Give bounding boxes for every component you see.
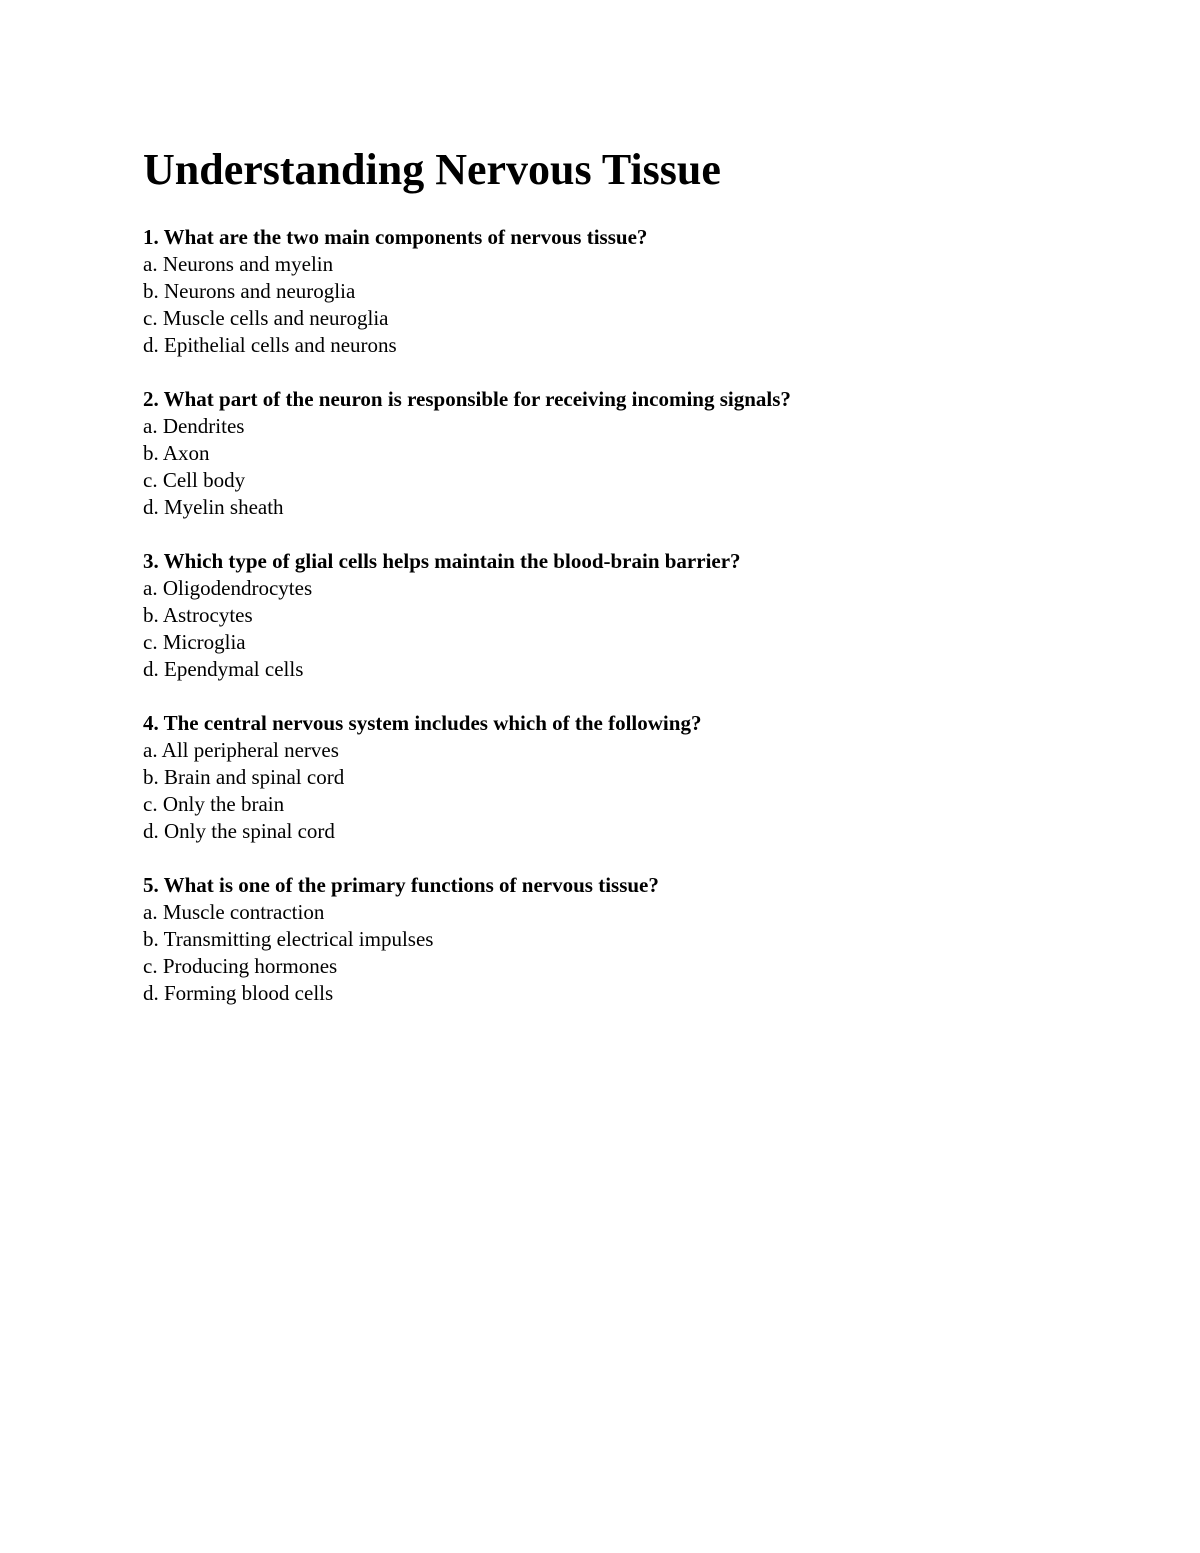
option-b: b. Transmitting electrical impulses bbox=[143, 927, 434, 951]
option-b: b. Brain and spinal cord bbox=[143, 765, 345, 789]
option-c: c. Muscle cells and neuroglia bbox=[143, 306, 389, 330]
page-title: Understanding Nervous Tissue bbox=[143, 145, 721, 194]
option-a: a. Dendrites bbox=[143, 414, 245, 438]
option-list bbox=[143, 575, 1103, 683]
question-text: 1. What are the two main components of nervous tissue? bbox=[143, 225, 648, 249]
option-list bbox=[143, 737, 1103, 845]
question-4 bbox=[143, 710, 1103, 845]
option-c: c. Microglia bbox=[143, 630, 246, 654]
question-text: 4. The central nervous system includes which of the following? bbox=[143, 711, 702, 735]
option-c: c. Producing hormones bbox=[143, 954, 338, 978]
option-d: d. Myelin sheath bbox=[143, 495, 284, 519]
question-text: 2. What part of the neuron is responsible for receiving incoming signals? bbox=[143, 387, 791, 411]
option-a: a. All peripheral nerves bbox=[143, 738, 339, 762]
option-b: b. Astrocytes bbox=[143, 603, 253, 627]
question-5 bbox=[143, 872, 1103, 1007]
document-page bbox=[143, 140, 1103, 1034]
option-c: c. Cell body bbox=[143, 468, 246, 492]
option-d: d. Ependymal cells bbox=[143, 657, 304, 681]
option-d: d. Epithelial cells and neurons bbox=[143, 333, 397, 357]
option-a: a. Neurons and myelin bbox=[143, 252, 334, 276]
question-1 bbox=[143, 224, 1103, 359]
option-b: b. Axon bbox=[143, 441, 210, 465]
option-list bbox=[143, 251, 1103, 359]
option-d: d. Only the spinal cord bbox=[143, 819, 335, 843]
option-c: c. Only the brain bbox=[143, 792, 285, 816]
question-text: 3. Which type of glial cells helps maintain the blood-brain barrier? bbox=[143, 549, 741, 573]
option-list bbox=[143, 413, 1103, 521]
option-a: a. Muscle contraction bbox=[143, 900, 325, 924]
option-b: b. Neurons and neuroglia bbox=[143, 279, 356, 303]
question-2 bbox=[143, 386, 1103, 521]
option-list bbox=[143, 899, 1103, 1007]
question-3 bbox=[143, 548, 1103, 683]
option-a: a. Oligodendrocytes bbox=[143, 576, 313, 600]
option-d: d. Forming blood cells bbox=[143, 981, 334, 1005]
question-text: 5. What is one of the primary functions of nervous tissue? bbox=[143, 873, 659, 897]
